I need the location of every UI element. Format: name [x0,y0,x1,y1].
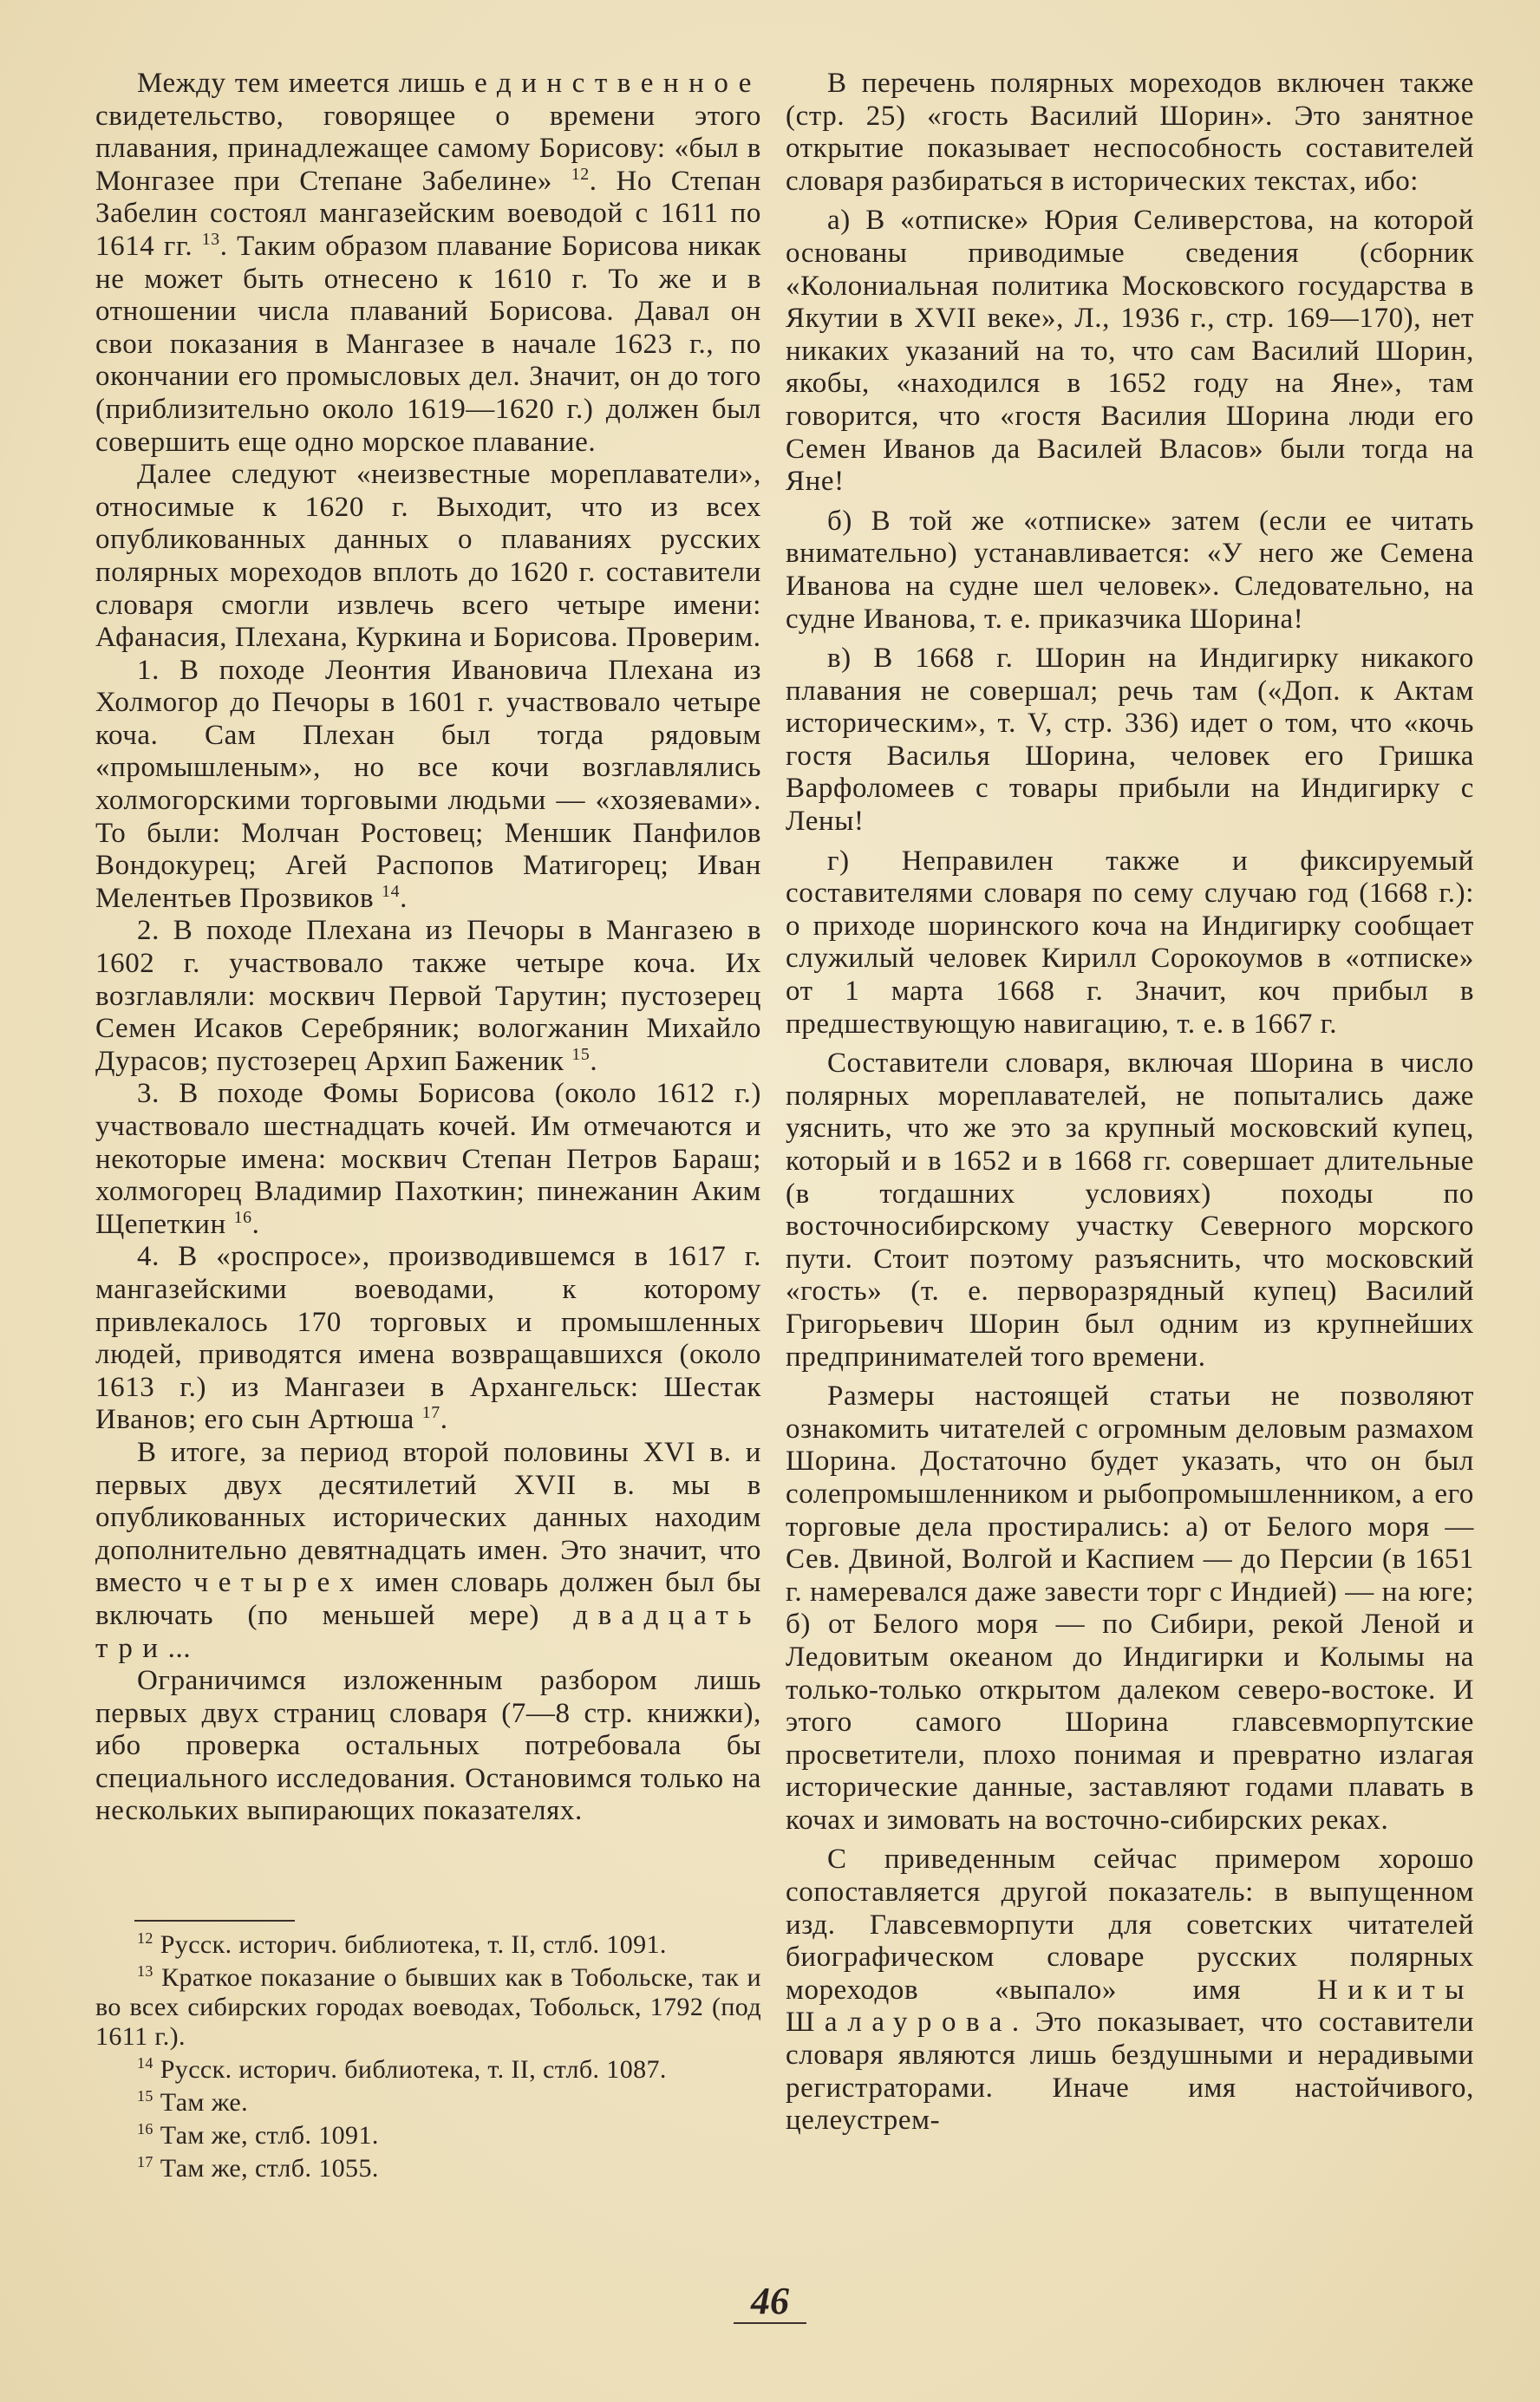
paragraph: В перечень полярных мореходов включен также (стр. 25) «гость Василий Шорин». Это занятное открытие показывает неспособность составителей словаря разбираться в исторических текстах, ибо: [786,68,1474,197]
paragraph: б) В той же «отписке» затем (если ее читать внимательно) устанавливается: «У него же Семена Иванова на судне шел человек». Следовательно, на судне Иванова, т. е. приказчика Шорина! [786,505,1474,635]
paragraph: а) В «отписке» Юрия Селиверстова, на которой основаны приводимые сведения (сборник «Колониальная политика Московского государства в Якутии в XVII веке», Л., 1936 г., стр. 169—170), нет никаких указаний на то, что сам Василий Шорин, якобы, «находился в 1652 году на Яне», там говорится, что «гостя Василия Шорина люди его Семен Иванов да Василей Власов» были тогда на Яне! [786,205,1474,498]
paragraph: Ограничимся изложенным разбором лишь первых двух страниц словаря (7—8 стр. книжки), ибо проверка остальных потребовала бы специального исследования. Остановимся только на нескольких выпирающих показателях. [95,1665,761,1827]
footnote-text: Русск. историч. библиотека, т. II, стлб. 1091. [160,1930,667,1959]
paragraph: в) В 1668 г. Шорин на Индигирку никакого плавания не совершал; речь там («Доп. к Актам историческим», т. V, стр. 336) идет о том, что «кочь гостя Василья Шорина, человек его Гришка Варфоломеев с товары прибыли на Индигирку с Лены! [786,643,1474,838]
footnote-ref: 13 [201,229,220,249]
page-number-text: 46 [734,2280,806,2324]
footnote [95,2055,761,2085]
paragraph [95,68,761,459]
paragraph: г) Неправилен также и фиксируемый составителями словаря по сему случаю год (1668 г.): о приходе шоринского коча на Индигирку сообщает служилый человек Кирилл Сорокоумов в «отписке» от 1 марта 1668 г. Значит, коч прибыл в предшествующую навигацию, т. е. в 1667 г. [786,845,1474,1040]
text: Между тем имеется лишь [137,68,475,99]
right-column [786,68,1474,2144]
footnote-text: Там же, стлб. 1055. [160,2154,379,2183]
text: . [440,1404,448,1436]
footnote-ref: 15 [571,1044,591,1064]
paragraph [95,915,761,1078]
text: свидетельство, говорящее о времени этого плавания, принадлежащее самому Борисову: «был в Монгазее при Степане Забелине» [95,100,761,197]
footnote-number: 17 [137,2153,153,2170]
paragraph: Составители словаря, включая Шорина в число полярных мореплавателей, не попытались даже уяснить, что же это за крупный московский купец, который и в 1652 и в 1668 гг. совершает длительные (в тогдашних условиях) походы по восточносибирскому участку Северного морского пути. Стоит поэтому разъяснить, что московский «гость» (т. е. перворазрядный купец) Василий Григорьевич Шорин был одним из крупнейших предпринимателей того времени. [786,1048,1474,1373]
footnote-ref: 12 [571,164,590,184]
footnote [95,1930,761,1960]
footnotes [95,1930,761,2187]
footnote [95,2088,761,2118]
text: . [590,1045,598,1077]
text: имен словарь должен был бы включать (по меньшей мере) [95,1567,762,1631]
text: С приведенным сейчас примером хорошо сопоставляется другой показатель: в выпущенном изд. Главсевморпути для советских читателей биографическом словаре русских полярных мореходов «выпало» имя [786,1844,1474,2006]
paragraph [786,1844,1474,2137]
footnote [95,2154,761,2183]
footnote-number: 16 [137,2120,153,2138]
footnote-number: 14 [137,2054,153,2072]
footnote-text: Русск. историч. библиотека, т. II, стлб. 1087. [160,2055,667,2084]
paragraph [95,1241,761,1437]
footnote-text: Там же. [160,2088,249,2117]
footnote-divider [134,1920,295,1922]
left-column [95,68,761,1828]
paragraph [95,1078,761,1241]
spaced-emphasis: двадцать три [95,1599,761,1664]
footnote-number: 13 [137,1962,153,1980]
spaced-emphasis: Никиты Шалаурова [786,1974,1474,2039]
paragraph [95,1437,761,1665]
text: . Это показывает, что составители словаря являются лишь бездушными и нерадивыми регистраторами. Иначе имя настойчивого, целеустрем- [786,2007,1474,2137]
paragraph: Далее следуют «неизвестные мореплаватели», относимые к 1620 г. Выходит, что из всех опубликованных данных о плаваниях русских полярных мореходов вплоть до 1620 г. составители словаря смогли извлечь всего четыре имени: Афанасия, Плехана, Куркина и Борисова. Проверим. [95,459,761,654]
footnote [95,1963,761,2052]
footnote-text: Краткое показание о бывших как в Тобольске, так и во всех сибирских городах воеводах, Тобольск, 1792 (под 1611 г.). [95,1963,762,2051]
paragraph [95,655,761,916]
text: ... [167,1632,192,1664]
footnote-ref: 16 [233,1207,252,1227]
footnote-number: 15 [137,2087,153,2105]
footnote-text: Там же, стлб. 1091. [160,2121,379,2150]
footnote [95,2121,761,2151]
text: 1. В походе Леонтия Ивановича Плехана из Холмогор до Печоры в 1601 г. участвовало четыре коча. Сам Плехан был тогда рядовым «промышленым», но все кочи возглавлялись холмогорскими торговыми людьми — «хозяевами». То были: Молчан Ростовец; Меншик Панфилов Вондокурец; Агей Распопов Матигорец; Иван Мелентьев Прозвиков [95,654,761,914]
text: 4. В «роспросе», производившемся в 1617 г. мангазейскими воеводами, к которому привлекалось 170 торговых и промышленных людей, приводятся имена возвращавшихся (около 1613 г.) из Мангазеи в Архангельск: Шестак Иванов; его сын Артюша [95,1241,761,1436]
text: . [400,882,408,914]
text: 2. В походе Плехана из Печоры в Мангазею в 1602 г. участвовало также четыре коча. Их возглавляли: москвич Первой Тарутин; пустозерец Семен Исаков Серебряник; вологжанин Михайло Дурасов; пустозерец Архип Баженик [95,915,761,1077]
spaced-emphasis: единственное [474,68,761,99]
footnote-ref: 14 [382,881,401,901]
footnote-number: 12 [137,1929,153,1947]
text: . Но Степан Забелин состоял мангазейским воеводой с 1611 по 1614 гг. [95,165,761,262]
text: . Таким образом плавание Борисова никак не может быть отнесено к 1610 г. То же и в отношении числа плаваний Борисова. Давал он свои показания в Мангазее в начале 1623 г., по окончании его промысловых дел. Значит, он до того (приблизительно около 1619—1620 г.) должен был совершить еще одно морское плавание. [95,230,761,458]
paragraph: Размеры настоящей статьи не позволяют ознакомить читателей с огромным деловым размахом Шорина. Достаточно будет указать, что он был солепромышленником и рыбопромышленником, а его торговые дела простирались: а) от Белого моря — Сев. Двиной, Волгой и Каспием — до Персии (в 1651 г. намеревался даже завести торг с Индией) — на юге; б) от Белого моря — по Сибири, рекой Леной и Ледовитым океаном до Индигирки и Колымы на только-только открытом далеком северо-востоке. И этого самого Шорина главсевморпутские просветители, плохо понимая и превратно излагая исторические данные, заставляют годами плавать в кочах и зимовать на восточно-сибирских реках. [786,1380,1474,1836]
text: 3. В походе Фомы Борисова (около 1612 г.) участвовало шестнадцать кочей. Им отмечаются и некоторые имена: москвич Степан Петров Бараш; холмогорец Владимир Пахоткин; пинежанин Аким Щепеткин [95,1078,761,1240]
page-number [0,2279,1540,2323]
spaced-emphasis: четырех [193,1567,364,1599]
text: . [251,1208,260,1240]
text: В итоге, за период второй половины XVI в. и первых двух десятилетий XVII в. мы в опубликованных исторических данных находим дополнительно девятнадцать имен. Это значит, что вместо [95,1436,761,1599]
footnote-ref: 17 [421,1403,440,1423]
